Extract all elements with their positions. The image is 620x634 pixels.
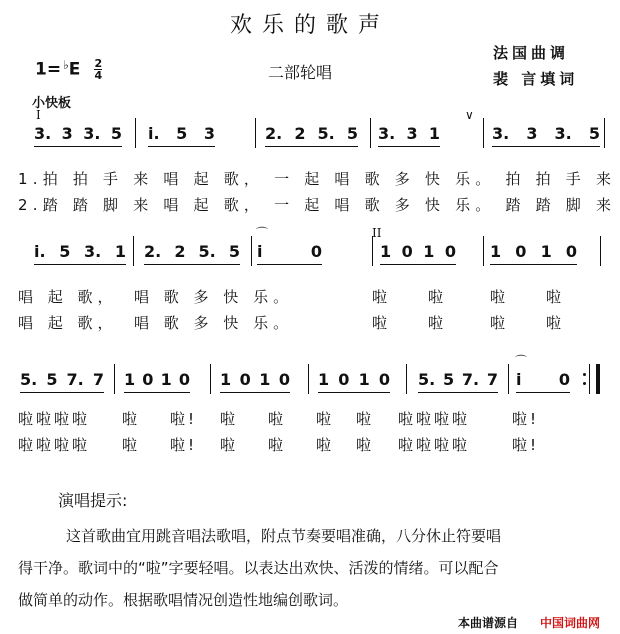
note: 5 [59,242,71,261]
note: i. [34,242,46,261]
note: 5 [110,124,122,143]
lyric-word: 啦! [170,410,198,428]
lyric-word: 啦 [268,436,287,454]
note: 0 [444,242,456,261]
lyric-word: 啦 [490,314,511,332]
final-barline-thin [589,364,590,394]
note: 1 [259,370,271,389]
note: 0 [338,370,350,389]
note: 1 [380,242,392,261]
lyric-word: 啦 [220,436,239,454]
beam-line [318,392,390,393]
note: 3. [83,242,102,261]
note: 5 [588,124,600,143]
barline [133,236,134,266]
lyric-word: 啦 [356,410,375,428]
note: 5. [418,370,436,389]
note: 3 [526,124,538,143]
barline [114,364,115,394]
hints-heading: 演唱提示: [58,491,128,510]
note: 1 [428,124,440,143]
measure-1 [20,370,104,389]
note: i [257,242,263,261]
measure-4 [380,242,456,261]
lyricist-credit: 裴 言填词 [493,70,579,88]
note: 3. [34,124,52,143]
lyric-word: 唱 起 歌， [18,288,118,306]
note: 1 [490,242,502,261]
note: 5. [317,124,335,143]
beam-line [418,392,498,393]
beam-line [144,264,240,265]
barline [483,118,484,148]
note: 2. [144,242,162,261]
final-barline-thick [596,364,600,394]
note: 5 [346,124,358,143]
note: 3 [203,124,215,143]
note: 1 [114,242,126,261]
note: 2. [265,124,283,143]
beam-line [148,146,215,147]
note: 1 [423,242,435,261]
note: 1 [124,370,136,389]
part-marker-two: II [372,226,382,240]
measure-2 [124,370,190,389]
source-label: 本曲谱源自 [458,616,519,630]
barline [406,364,407,394]
composer-credit: 法国曲调 [493,44,570,62]
measure-2 [144,242,240,261]
lyric-word: 啦 [356,436,375,454]
note: 3. [378,124,396,143]
note: 5 [176,124,188,143]
barline [251,236,252,266]
note: 7. [66,370,84,389]
lyric-word: 啦 [122,410,141,428]
time-signature [94,58,102,81]
note: 3 [61,124,73,143]
note: 0 [378,370,390,389]
measure-4 [378,124,440,143]
note: 1 [358,370,370,389]
note: 7. [461,370,480,389]
beam-line [20,392,104,393]
lyric-word: 唱 歌 多 快 乐。 [134,314,294,332]
fermata-icon: ⌒ [515,354,528,368]
lyric-word: 啦 [428,288,449,306]
measure-3 [220,370,290,389]
lyric-word: 啦 [316,410,335,428]
part-marker-one: I [36,108,41,122]
beam-line [220,392,290,393]
barline [372,236,373,266]
note: 0 [239,370,251,389]
measure-3 [257,242,322,261]
lyric-word: 啦 [546,288,567,306]
key-one: 1= [35,59,62,80]
note: 1 [318,370,330,389]
note: 5 [228,242,240,261]
note: 0 [278,370,290,389]
barline [135,118,136,148]
repeat-dot [583,382,586,385]
measure-2 [148,124,215,143]
lyric-word: 啦啦啦啦 [398,410,471,428]
lyric-word: 啦 [546,314,567,332]
lyric-word: 啦 [122,436,141,454]
note: 5 [442,370,455,389]
note: 0 [565,242,577,261]
barline [604,118,605,148]
note: i. [148,124,160,143]
lyric-word: 啦! [512,436,540,454]
breath-mark: ∨ [465,108,474,122]
note: 3. [83,124,101,143]
note: 1 [540,242,552,261]
barline [255,118,256,148]
note: 0 [515,242,527,261]
beam-line [490,264,577,265]
lyric-word: 啦! [170,436,198,454]
beam-line [265,146,358,147]
measure-1 [34,124,122,143]
subtitle: 二部轮唱 [268,63,333,82]
note: 0 [142,370,154,389]
beam-line [124,392,190,393]
barline [508,364,509,394]
lyric-word: 啦啦啦啦 [398,436,471,454]
beam-line [257,264,322,265]
lyric-word: 啦! [512,410,540,428]
hints-line-2: 得干净。歌词中的“啦”字要轻唱。以表达出欢快、活泼的情绪。可以配合 [18,559,499,577]
lyric-word: 啦 [372,288,393,306]
barline [210,364,211,394]
note: 2 [294,124,306,143]
note: 5 [46,370,58,389]
note: 0 [178,370,190,389]
measure-5 [418,370,498,389]
note: i [516,370,522,389]
song-title: 欢乐的歌声 [229,13,390,38]
lyric-word: 啦啦啦啦 [18,436,91,454]
note: 1 [160,370,172,389]
hints-line-3: 做简单的动作。根据歌唱情况创造性地编创歌词。 [18,591,349,609]
note: 0 [558,370,570,389]
note: 5. [198,242,216,261]
lyric-word: 唱 起 歌， [18,314,118,332]
note: 0 [310,242,322,261]
measure-6 [516,370,570,389]
key-letter: E [68,59,81,80]
lyrics-verse-1: 1.拍 拍 手 来 唱 起 歌， 一 起 唱 歌 多 快 乐。 拍 拍 手 来 [18,170,617,188]
barline [600,236,601,266]
fermata-icon: ⌒ [256,226,269,240]
barline [483,236,484,266]
note: 5. [20,370,38,389]
lyric-word: 啦 [490,288,511,306]
note: 7 [92,370,104,389]
note: 2 [174,242,186,261]
lyrics-verse-2: 2.踏 踏 脚 来 唱 起 歌， 一 起 唱 歌 多 快 乐。 踏 踏 脚 来 [18,196,617,214]
beam-line [34,146,122,147]
beam-line [492,146,600,147]
barline [370,118,371,148]
measure-4 [318,370,390,389]
measure-1 [34,242,126,261]
beam-line [516,392,570,393]
note: 7 [486,370,498,389]
time-numerator: 2 [94,57,103,70]
time-denominator: 4 [94,69,103,82]
source-site-link[interactable]: 中国词曲网 [540,616,601,630]
lyric-word: 啦 [316,436,335,454]
measure-5 [490,242,577,261]
repeat-dot [583,373,586,376]
beam-line [34,264,126,265]
beam-line [378,146,440,147]
note: 3 [406,124,418,143]
lyric-word: 啦 [372,314,393,332]
note: 1 [220,370,232,389]
note: 3. [554,124,572,143]
tempo-marking: 小快板 [32,96,72,111]
barline [308,364,309,394]
lyric-word: 啦 [220,410,239,428]
lyric-word: 啦 [428,314,449,332]
lyric-word: 唱 歌 多 快 乐。 [134,288,294,306]
note: 3. [492,124,510,143]
hints-line-1: 这首歌曲宜用跳音唱法歌唱，附点节奏要唱准确，八分休止符要唱 [66,527,502,545]
lyric-word: 啦 [268,410,287,428]
measure-5 [492,124,600,143]
note: 0 [401,242,413,261]
key-signature [35,58,102,81]
beam-line [380,264,456,265]
measure-3 [265,124,358,143]
lyric-word: 啦啦啦啦 [18,410,91,428]
flat-icon: ♭ [63,58,69,72]
